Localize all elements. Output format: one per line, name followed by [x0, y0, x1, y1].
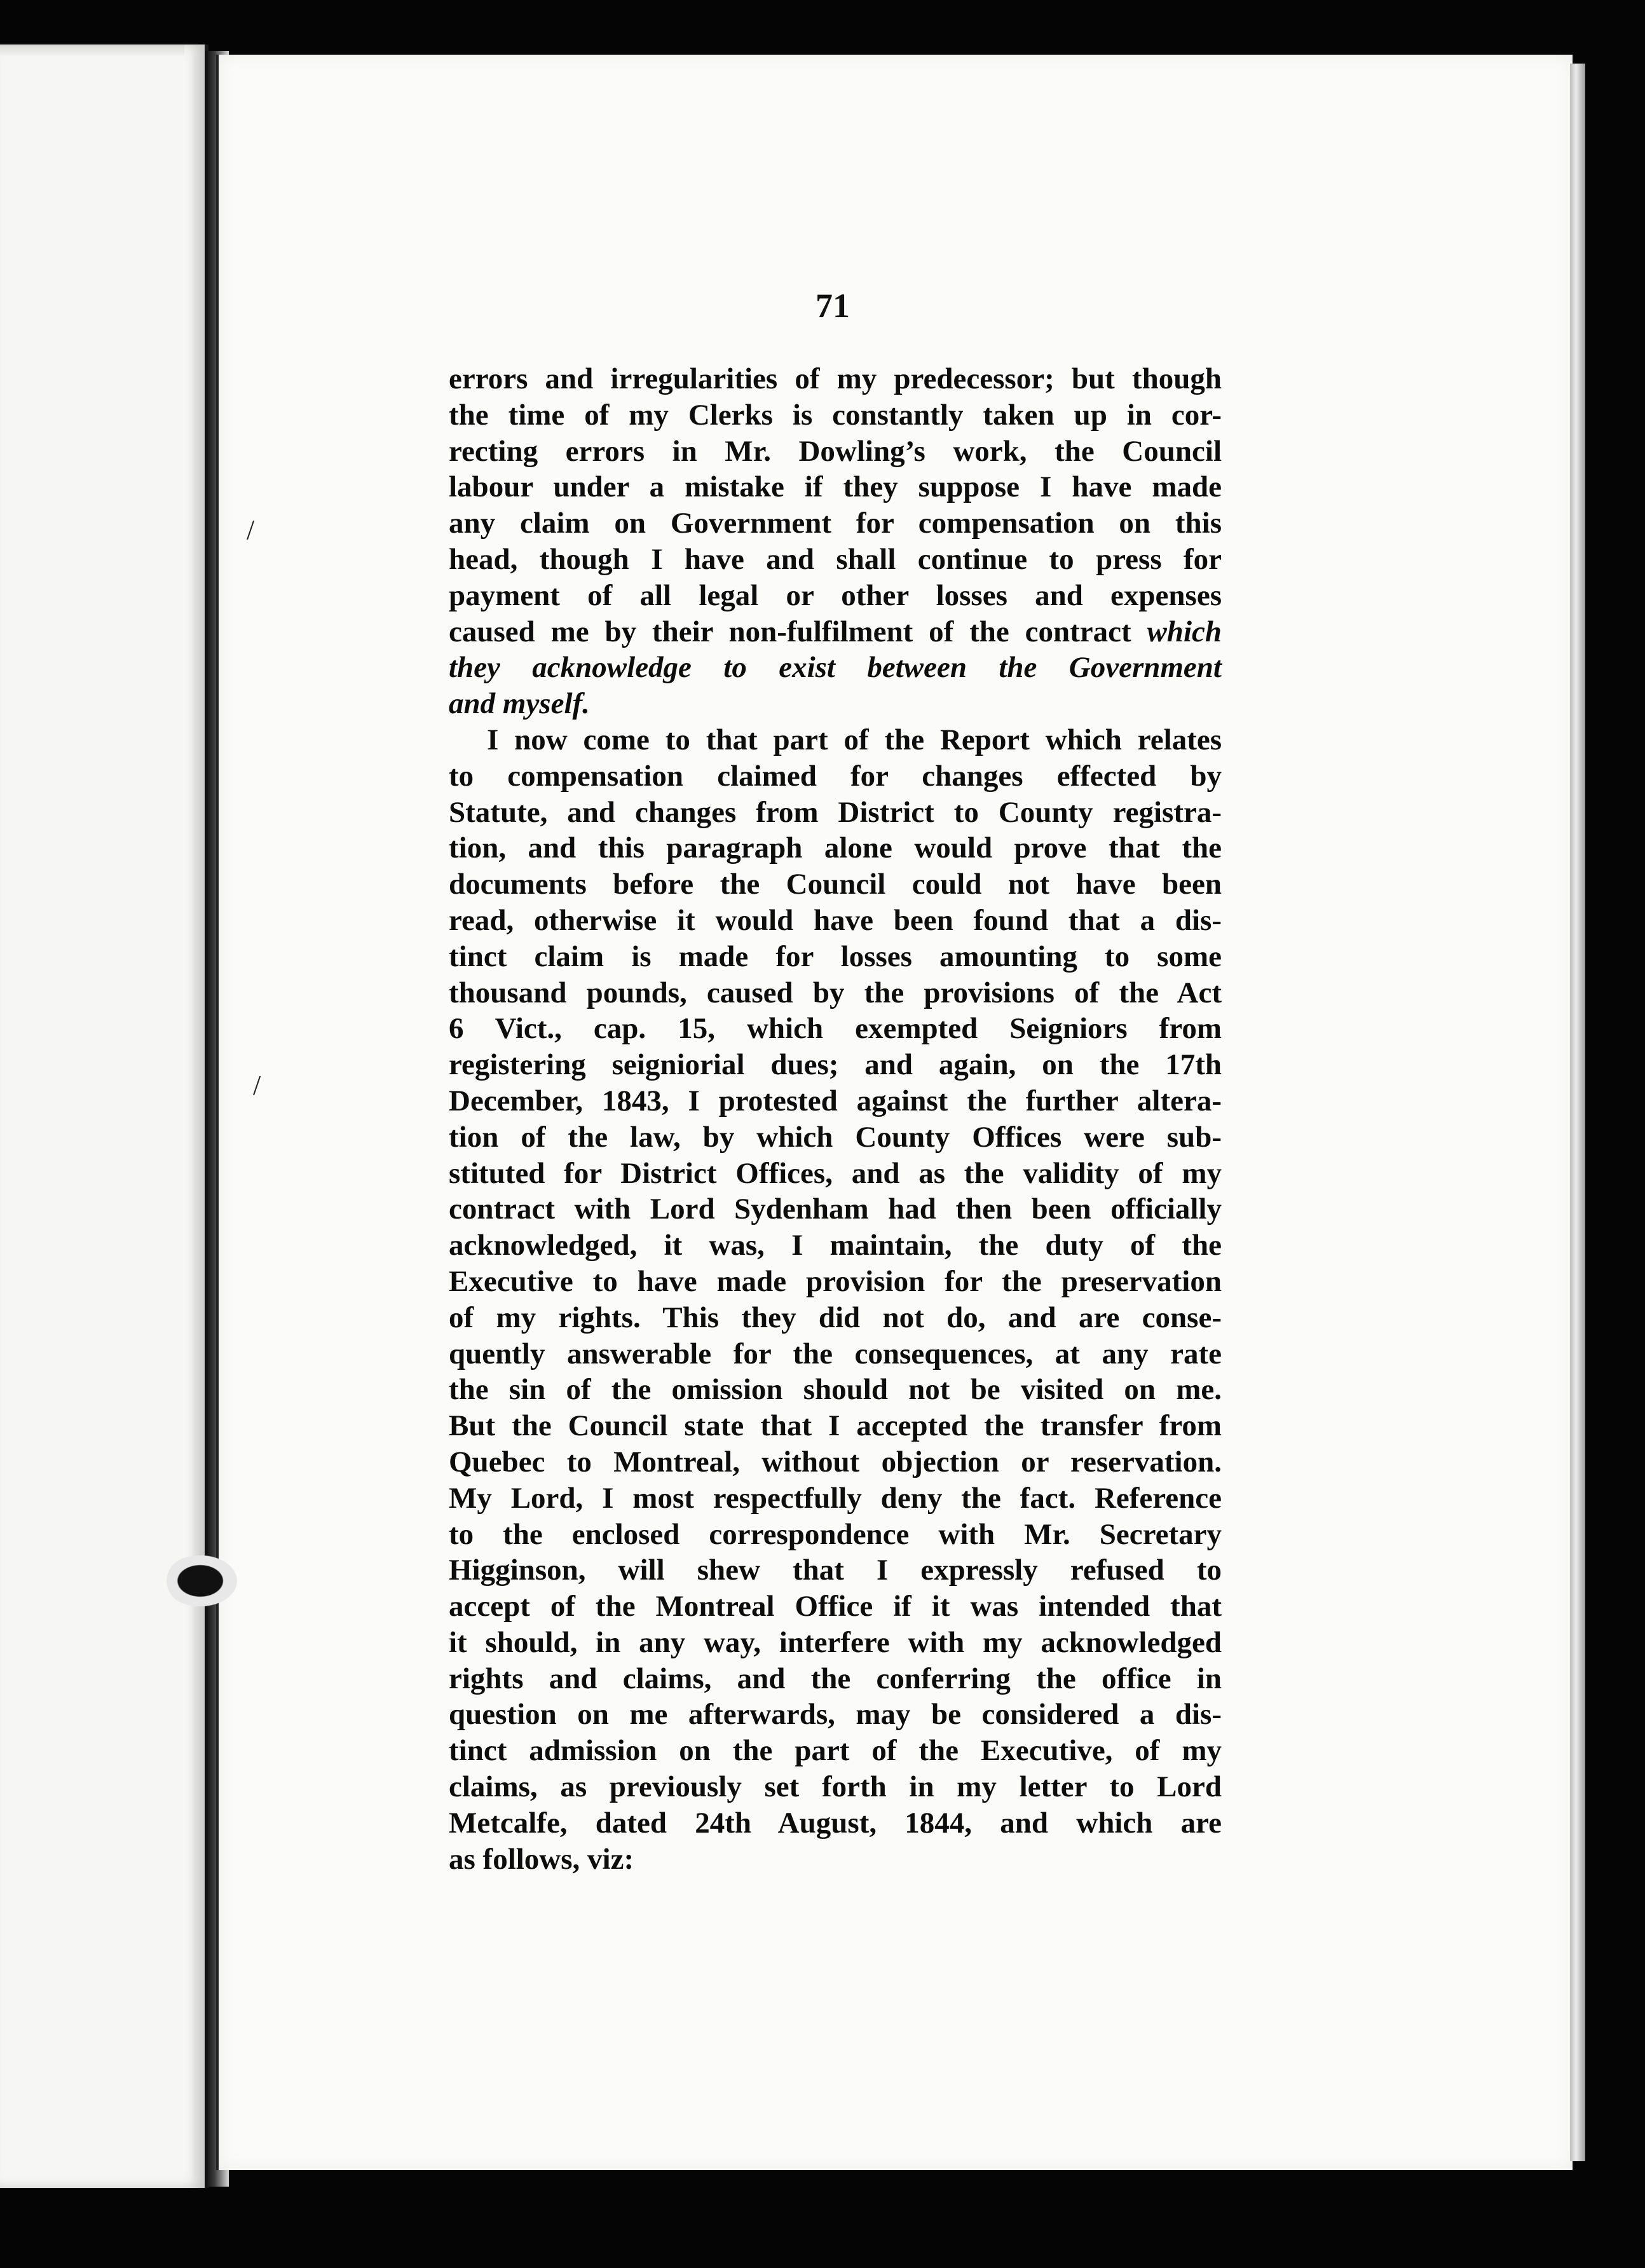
- text-line: [449, 650, 1222, 686]
- text-line: [449, 1625, 1222, 1661]
- text-line: [449, 542, 1222, 578]
- text-line: [449, 1588, 1222, 1625]
- text-line: [449, 1733, 1222, 1769]
- text-line: [449, 1480, 1222, 1517]
- text-line-roman: recting errors in Mr. Dowling’s work, the Council: [449, 434, 1222, 468]
- text-line-italic: they acknowledge to exist between the Government: [449, 651, 1222, 685]
- text-line: [449, 1769, 1222, 1805]
- text-line-roman: errors and irregularities of my predecessor; but though: [449, 362, 1222, 395]
- text-line: [449, 686, 1222, 722]
- text-line: [449, 1552, 1222, 1588]
- text-line: [449, 975, 1222, 1011]
- text-line: [449, 903, 1222, 939]
- text-line-roman: Executive to have made provision for the preservation: [449, 1264, 1222, 1298]
- text-line-roman: tinct claim is made for losses amounting to some: [449, 939, 1222, 973]
- text-line: [449, 1372, 1222, 1408]
- text-line-roman: registering seigniorial dues; and again, on the 17th: [449, 1048, 1222, 1082]
- text-line-roman: accept of the Montreal Office if it was intended that: [449, 1590, 1222, 1623]
- text-line-roman: thousand pounds, caused by the provisions of the Act: [449, 976, 1222, 1009]
- text-line-roman: head, though I have and shall continue to press for: [449, 542, 1222, 576]
- text-line: [449, 1191, 1222, 1227]
- text-line: [449, 1697, 1222, 1733]
- text-line: [449, 1119, 1222, 1156]
- text-line-roman: Statute, and changes from District to County registra-: [449, 795, 1222, 829]
- text-line-roman: contract with Lord Sydenham had then been officially: [449, 1192, 1222, 1226]
- text-line: [449, 614, 1222, 650]
- text-line-italic: which: [1147, 615, 1222, 648]
- text-line-roman: tion of the law, by which County Offices were sub-: [449, 1120, 1222, 1154]
- text-line-roman: Metcalfe, dated 24th August, 1844, and which are: [449, 1806, 1222, 1840]
- text-line: [449, 1047, 1222, 1083]
- margin-mark: /: [253, 1070, 261, 1101]
- left-page-top-curl: [0, 44, 184, 56]
- text-line-roman: tion, and this paragraph alone would prove that the: [449, 831, 1222, 865]
- margin-mark: /: [247, 514, 255, 545]
- text-line-roman: the time of my Clerks is constantly taken up in cor-: [449, 398, 1222, 432]
- text-line: [449, 758, 1222, 795]
- text-line: [449, 1083, 1222, 1119]
- text-line: [449, 1336, 1222, 1372]
- binding-hole: [167, 1552, 242, 1609]
- text-line-roman: any claim on Government for compensation on this: [449, 507, 1222, 540]
- text-line: [449, 1517, 1222, 1553]
- text-line-roman: But the Council state that I accepted the transfer from: [449, 1409, 1222, 1443]
- text-line: [449, 830, 1222, 866]
- text-line: [449, 505, 1222, 542]
- text-line: [449, 434, 1222, 470]
- text-line: [449, 939, 1222, 975]
- text-line-roman: Higginson, will shew that I expressly refused to: [449, 1554, 1222, 1587]
- text-line-italic: and myself.: [449, 687, 590, 721]
- text-line: [449, 397, 1222, 434]
- text-line: [449, 795, 1222, 831]
- text-line-roman: caused me by their non-fulfilment of the contract: [449, 615, 1147, 648]
- text-line-roman: Quebec to Montreal, without objection or reservation.: [449, 1445, 1222, 1479]
- text-line-roman: it should, in any way, interfere with my acknowledged: [449, 1625, 1222, 1659]
- text-line-roman: to the enclosed correspondence with Mr. Secretary: [449, 1517, 1222, 1551]
- text-line: [449, 1011, 1222, 1047]
- text-line-roman: December, 1843, I protested against the further altera-: [449, 1084, 1222, 1117]
- text-line-roman: read, otherwise it would have been found that a dis-: [449, 903, 1222, 937]
- text-line-roman: acknowledged, it was, I maintain, the duty of the: [449, 1229, 1222, 1262]
- page-number: 71: [816, 287, 850, 325]
- text-line-roman: labour under a mistake if they suppose I have made: [449, 470, 1222, 504]
- text-line: [449, 1264, 1222, 1300]
- text-line: [449, 1444, 1222, 1480]
- text-line-roman: question on me afterwards, may be considered a dis-: [449, 1698, 1222, 1732]
- text-line: [449, 1300, 1222, 1336]
- text-line: [449, 722, 1222, 758]
- text-line-roman: claims, as previously set forth in my letter to Lord: [449, 1770, 1222, 1804]
- text-line: [449, 1408, 1222, 1444]
- text-line: [449, 1841, 1222, 1878]
- text-line-roman: to compensation claimed for changes effected by: [449, 759, 1222, 793]
- text-line-roman: stituted for District Offices, and as the validity of my: [449, 1156, 1222, 1190]
- text-line: [449, 1156, 1222, 1192]
- text-line-roman: rights and claims, and the conferring the office in: [449, 1662, 1222, 1695]
- left-page: [0, 44, 208, 2188]
- text-line-roman: My Lord, I most respectfully deny the fact. Reference: [449, 1481, 1222, 1515]
- text-line-roman: as follows, viz:: [449, 1842, 634, 1876]
- right-page-edge: [1570, 64, 1585, 2161]
- text-line: [449, 1805, 1222, 1841]
- body-text: [449, 361, 1222, 1877]
- text-line: [449, 1227, 1222, 1264]
- text-line-roman: documents before the Council could not have been: [449, 868, 1222, 901]
- text-line-roman: of my rights. This they did not do, and are conse-: [449, 1301, 1222, 1334]
- text-line: [449, 1661, 1222, 1697]
- text-line: [449, 469, 1222, 505]
- text-line: [449, 866, 1222, 903]
- text-line-roman: quently answerable for the consequences, at any rate: [449, 1337, 1222, 1370]
- text-line-roman: the sin of the omission should not be visited on me.: [449, 1373, 1222, 1407]
- text-line: [449, 578, 1222, 614]
- text-line-roman: I now come to that part of the Report which relates: [487, 723, 1222, 756]
- text-line-roman: 6 Vict., cap. 15, which exempted Seigniors from: [449, 1012, 1222, 1046]
- text-line-roman: tinct admission on the part of the Executive, of my: [449, 1734, 1222, 1768]
- text-line-roman: payment of all legal or other losses and expenses: [449, 578, 1222, 612]
- text-line: [449, 361, 1222, 397]
